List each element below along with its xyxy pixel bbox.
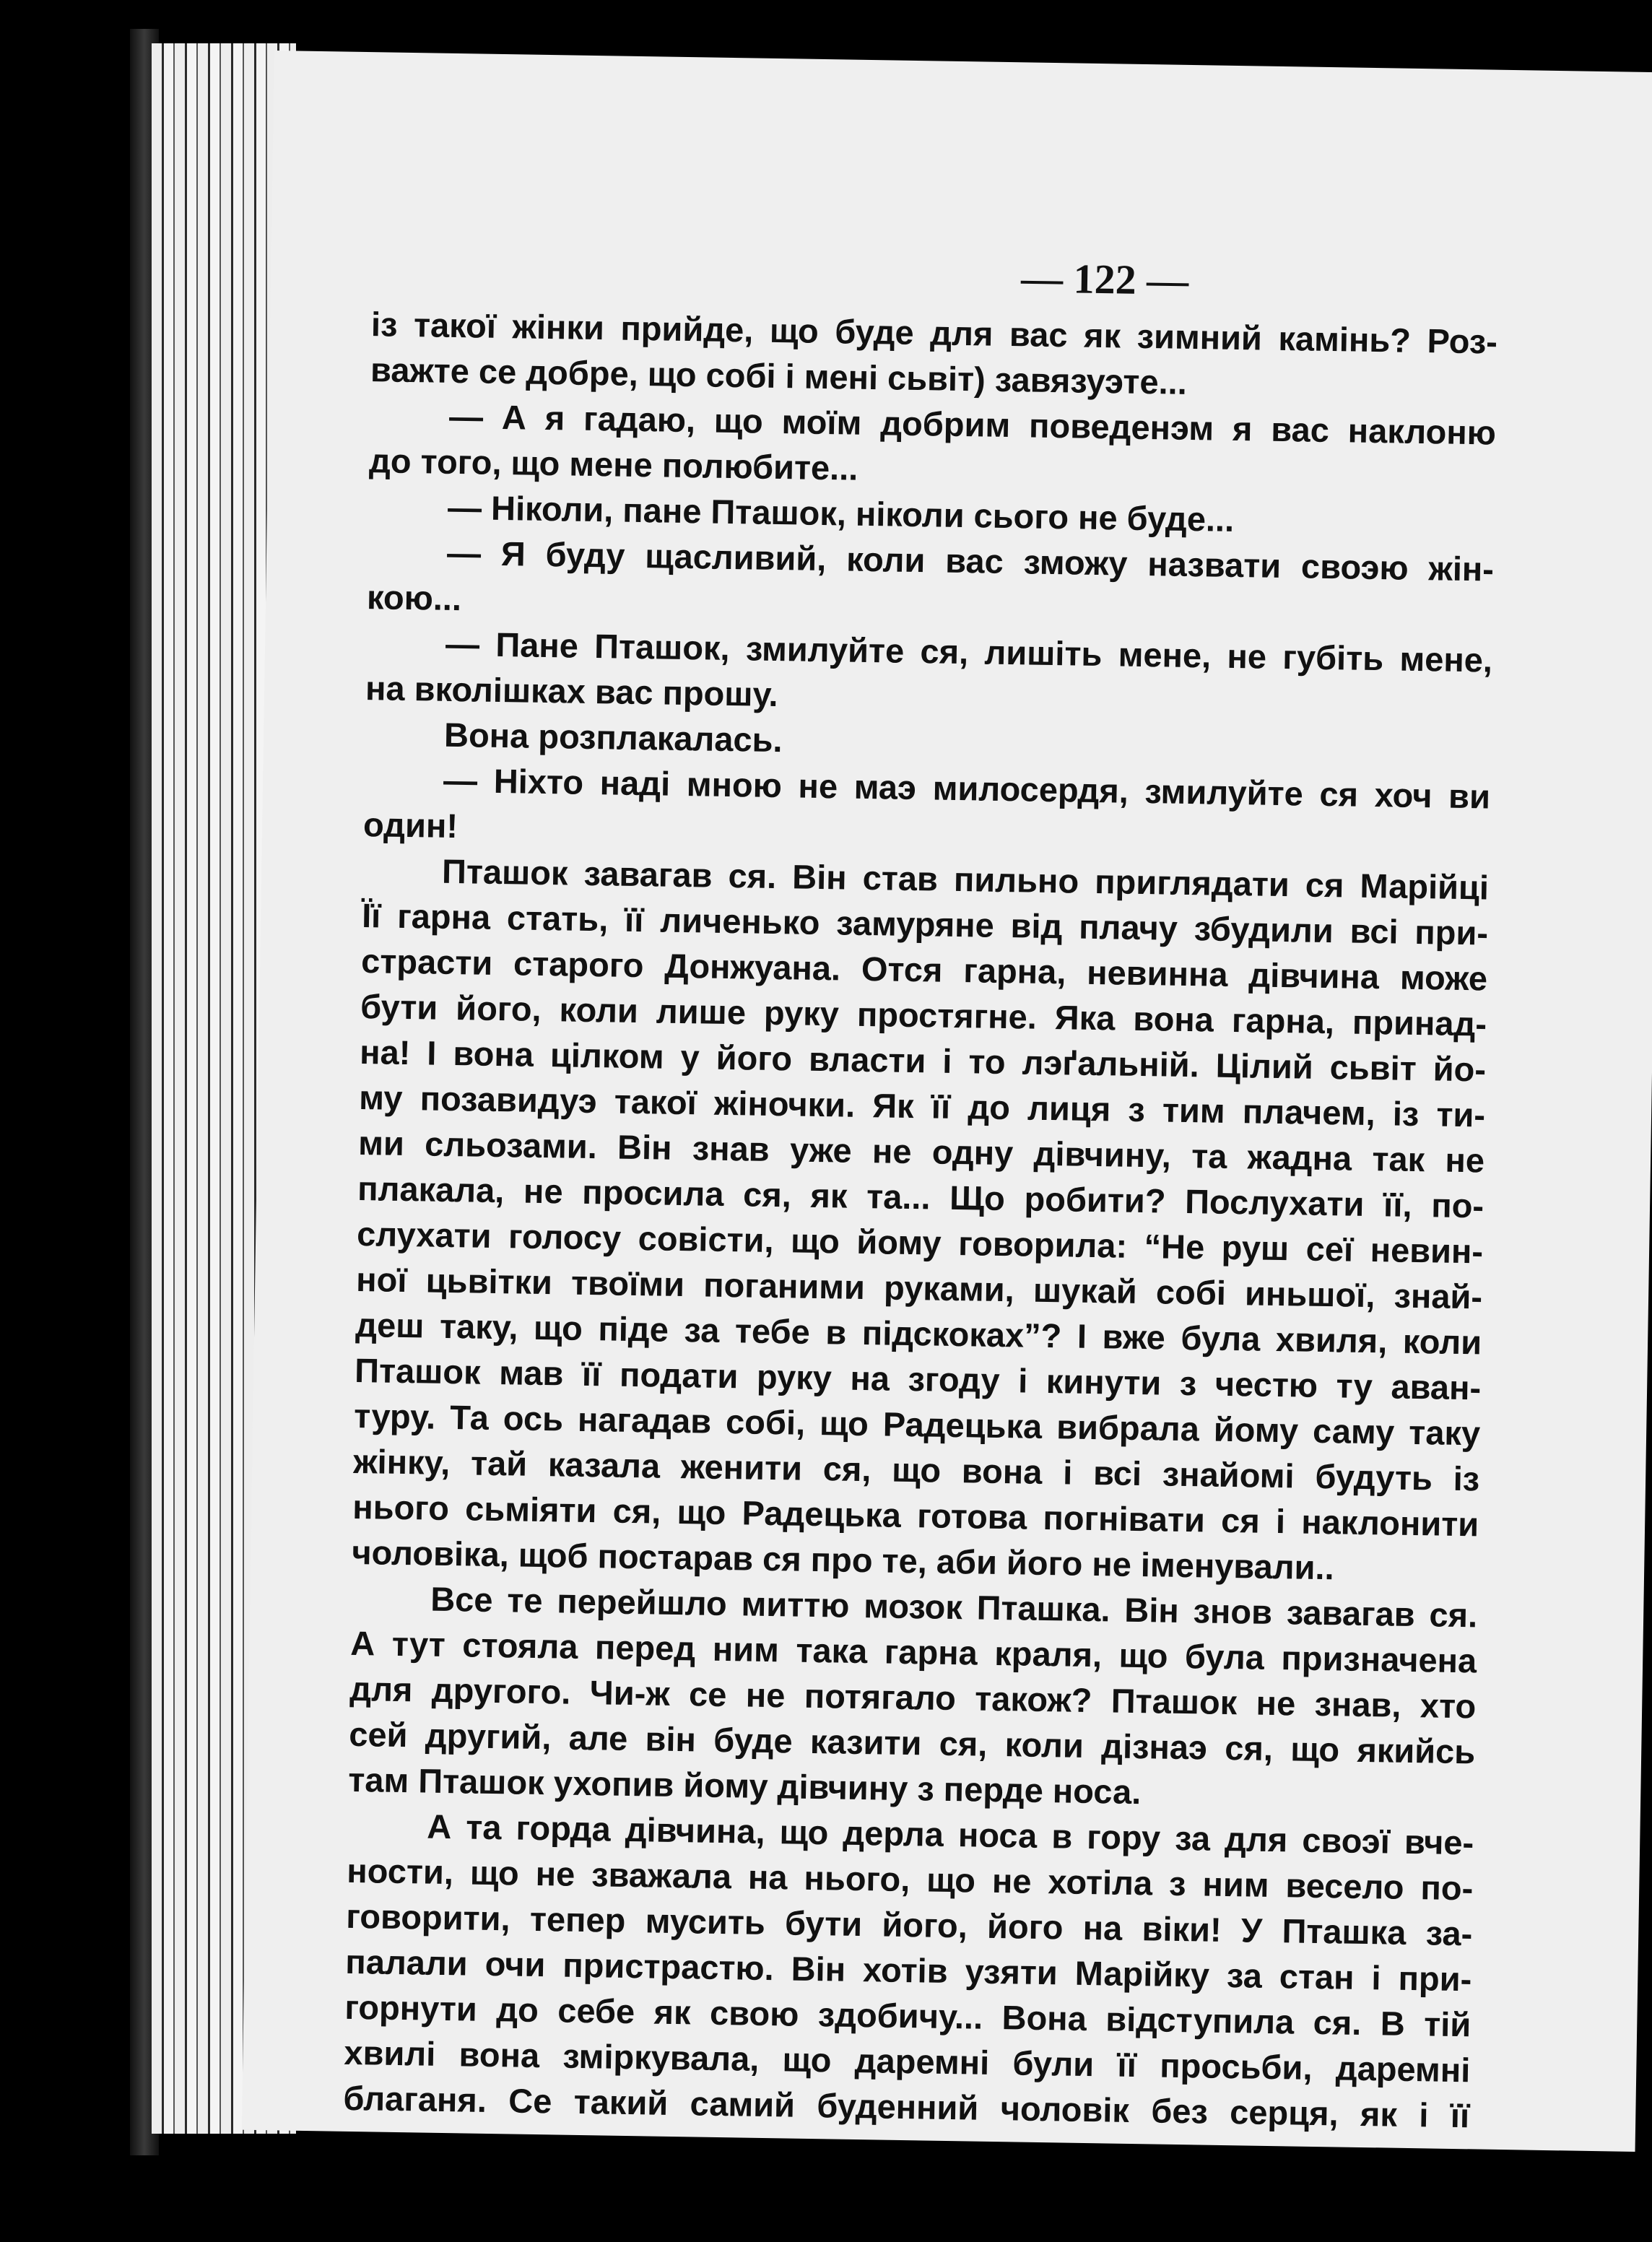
text-line: плакала, не просила ся, як та... Що робити? Послухати її, по- [357,1169,1484,1225]
text-line: ної цьвітки твоїми поганими руками, шукай собі иньшої, знай- [355,1259,1483,1316]
page-text [343,301,1497,2138]
text-line: на вколішках вас прошу. [365,669,779,714]
text-line: благаня. Се такий самий буденний чоловік без серця, як і її [343,2078,1470,2135]
text-line: бути його, коли лише руку простягне. Яка вона гарна, принад- [360,987,1487,1043]
text-line: — А я гадаю, що моїм добрим поведенэм я вас наклоню [448,396,1497,452]
text-line: — Ніколи, пане Пташок, ніколи сього не буде... [447,487,1235,539]
text-line: кою... [366,578,462,618]
text-line: А тут стояла перед ним така гарна краля, що була призначена [349,1623,1477,1680]
text-line: страсти старого Донжуана. Отся гарна, невинна дівчина може [360,942,1488,998]
text-line: Пташок мав її подати руку на згоду і кинути з честю ту аван- [354,1350,1482,1407]
text-line: Пташок завагав ся. Він став пильно приглядати ся Марійці [441,851,1490,907]
text-line: ми сльозами. Він знав уже не одну дівчину, та жадна так не [357,1124,1485,1180]
text-line: горнути до себе як свою здобичу... Вона відступила ся. В тій [344,1987,1471,2044]
text-line: до того, що мене полюбите... [368,441,858,487]
text-line: Вона розплакалась. [443,715,783,760]
text-line: жінку, тай казала женити ся, що вона і всі знайомі будуть із [352,1441,1480,1498]
text-line: один! [362,805,458,846]
text-line: А та горда дівчина, що дерла носа в гору за для своэї вче- [426,1807,1474,1862]
text-line: сей другий, але він буде казити ся, коли дізнаэ ся, що якийсь [348,1714,1476,1771]
text-line: туру. Та ось нагадав собі, що Радецька вибрала йому саму таку [353,1396,1481,1453]
text-line: там Пташок ухопив йому дівчину з перде носа. [347,1760,1142,1812]
text-line: слухати голосу совісти, що йому говорила: “Не руш сеї невин- [356,1215,1484,1271]
text-line: чоловіка, щоб постарав ся про те, аби його не іменували.. [351,1532,1335,1587]
text-line: ности, що не зважала на нього, що не хотіла з ним весело по- [347,1851,1474,1908]
text-line: — Ніхто наді мною не маэ милосердя, змилуйте ся хоч ви [443,760,1491,816]
text-line: хвилі вона зміркувала, що даремні були її просьби, даремні [344,2033,1471,2090]
text-line: на! І вона цілком у його власти і то лэґальній. Цілий сьвіт йо- [359,1033,1487,1089]
page-number: — 122 — [1020,254,1189,304]
text-line: палали очи пристрастю. Він хотів узяти Марійку за стан і при- [345,1942,1472,1999]
book-page [242,51,1652,2152]
text-line: — Пане Пташок, змилуйте ся, лишіть мене, не губіть мене, [445,624,1493,679]
text-line: Її гарна стать, її личенько замуряне від плачу збудили всі при- [361,896,1489,952]
text-line: нього сьміяти ся, що Радецька готова погнівати ся і наклонити [352,1487,1479,1544]
text-line: Все те перейшло миттю мозок Пташка. Він знов завагав ся. [430,1579,1478,1635]
text-line: говорити, тепер мусить бути його, його на віки! У Пташка за- [346,1896,1473,1953]
text-line: му позавидуэ такої жіночки. Як її до лиця з тим плачем, із ти- [358,1078,1486,1134]
text-line: із такої жінки прийде, що буде для вас як зимний камінь? Роз- [370,305,1498,361]
text-line: важте се добре, що собі і мені сьвіт) завязуэте... [370,350,1188,401]
text-line: деш таку, що піде за тебе в підскоках”? І вже була хвиля, коли [355,1305,1482,1362]
text-line: для другого. Чи-ж се не потягало також? Пташок не знав, хто [349,1669,1477,1726]
text-line: — Я буду щасливий, коли вас зможу назвати своэю жін- [446,533,1495,588]
